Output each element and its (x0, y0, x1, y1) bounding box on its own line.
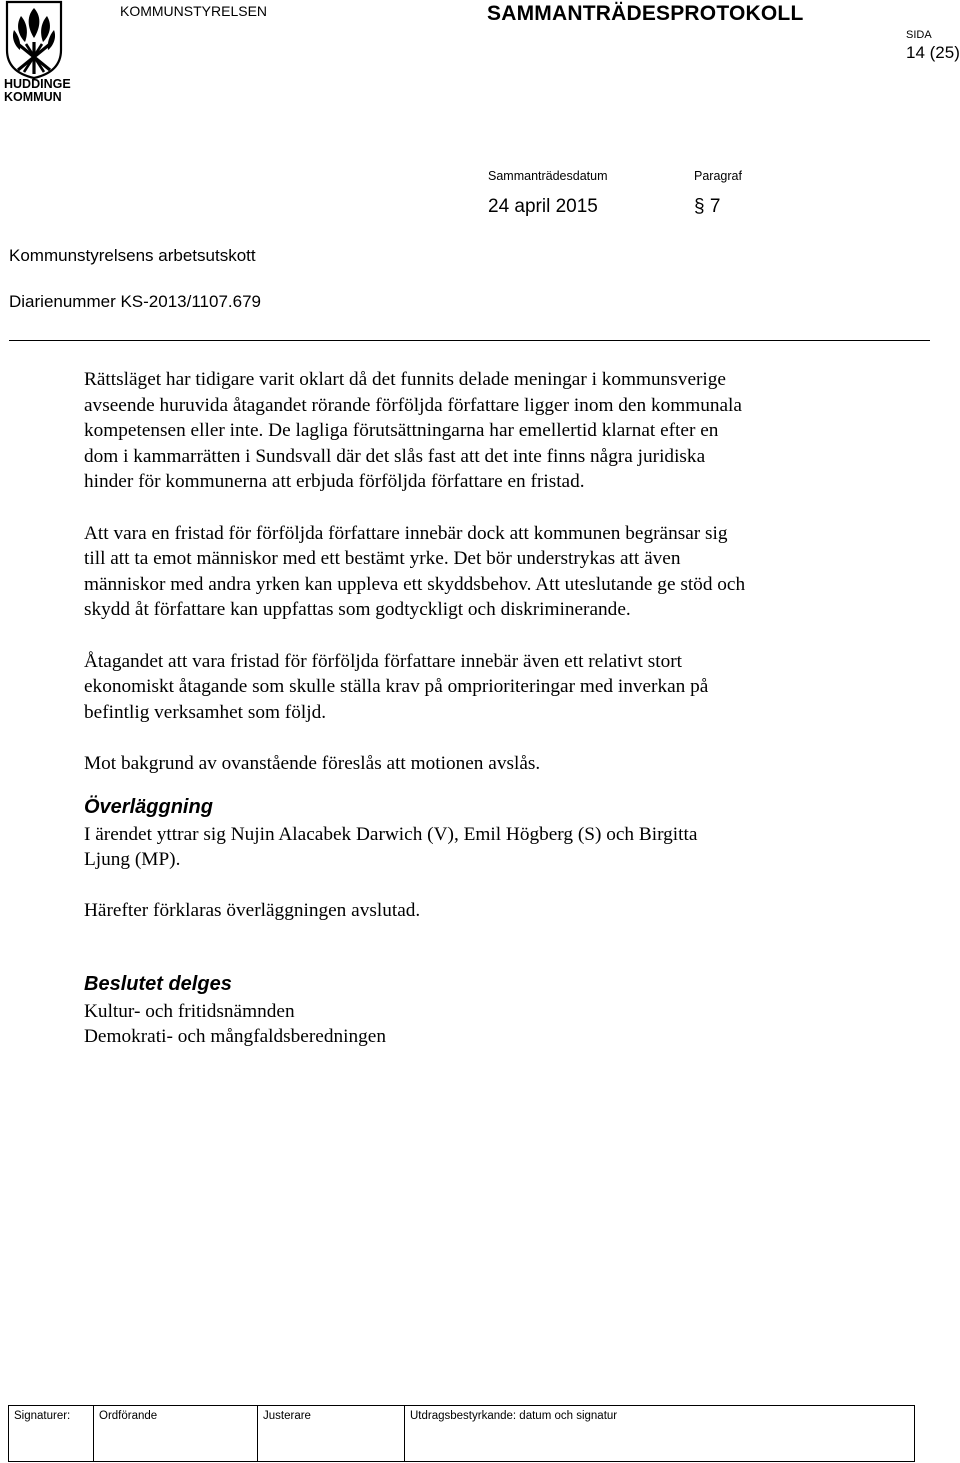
body-paragraph (84, 751, 884, 777)
logo-text-line-1: HUDDINGE (4, 77, 71, 91)
paragraph-number: § 7 (694, 196, 721, 217)
meeting-date: 24 april 2015 (488, 196, 598, 217)
text-line: Härefter förklaras överläggningen avslutad. (84, 900, 421, 922)
document-title: SAMMANTRÄDESPROTOKOLL (487, 2, 804, 25)
text-line: Ljung (MP). (84, 849, 181, 871)
signatures-label: Signaturer: (9, 1406, 94, 1462)
adjuster-signature-field: Justerare (258, 1406, 405, 1462)
text-line: Att vara en fristad för förföljda författare innebär dock att kommunen begränsar sig (84, 522, 728, 544)
decision-heading: Beslutet delges (84, 972, 232, 995)
header-divider (9, 340, 930, 341)
recipient-list (84, 999, 884, 1050)
municipal-crest-icon (4, 0, 64, 80)
chair-signature-field: Ordförande (94, 1406, 258, 1462)
text-line: människor med andra yrken kan uppleva ett skyddsbehov. Att uteslutande ge stöd och (84, 573, 746, 595)
text-line: skydd åt författare kan uppfattas som godtyckligt och diskriminerande. (84, 599, 631, 621)
paragraph-label: Paragraf (694, 169, 742, 183)
text-line: ekonomiskt åtagande som skulle ställa krav på omprioriteringar med inverkan på (84, 676, 709, 698)
text-line: Mot bakgrund av ovanstående föreslås att motionen avslås. (84, 752, 541, 774)
deliberation-heading: Överläggning (84, 795, 213, 818)
case-number: Diarienummer KS-2013/1107.679 (9, 292, 261, 311)
recipient-item: Kultur- och fritidsnämnden (84, 1000, 295, 1022)
text-line: till att ta emot människor med ett bestämt yrke. Det bör understrykas att även (84, 548, 681, 570)
recipient-item: Demokrati- och mångfaldsberedningen (84, 1026, 386, 1048)
page-number: 14 (25) (906, 43, 960, 62)
text-line: befintlig verksamhet som följd. (84, 701, 327, 723)
meeting-date-label: Sammanträdesdatum (488, 169, 608, 183)
certification-field: Utdragsbestyrkande: datum och signatur (405, 1406, 915, 1462)
body-paragraph (84, 521, 884, 623)
text-line: Rättsläget har tidigare varit oklart då det funnits delade meningar i kommunsverige (84, 369, 726, 390)
page-label: SIDA (906, 29, 932, 41)
body-paragraph (84, 898, 884, 924)
organization-name: KOMMUNSTYRELSEN (120, 3, 268, 19)
text-line: kompetensen eller inte. De lagliga förutsättningarna har emellertid klarnat efter en (84, 420, 719, 442)
text-line: avseende huruvida åtagandet rörande förföljda författare ligger inom den kommunala (84, 394, 742, 416)
body-paragraph (84, 367, 884, 495)
body-paragraph (84, 649, 884, 726)
committee-name: Kommunstyrelsens arbetsutskott (9, 246, 256, 265)
logo-text-line-2: KOMMUN (4, 90, 62, 104)
text-line: dom i kammarrätten i Sundsvall där det slås fast att det inte finns några juridiska (84, 445, 706, 467)
document-body (84, 367, 884, 1050)
text-line: Åtagandet att vara fristad för förföljda författare innebär även ett relativt stort (84, 650, 682, 672)
text-line: I ärendet yttrar sig Nujin Alacabek Darwich (V), Emil Högberg (S) och Birgitta (84, 823, 698, 845)
logo-wordmark (4, 78, 74, 104)
signature-table (8, 1405, 915, 1462)
huddinge-logo (4, 0, 71, 108)
body-paragraph (84, 822, 884, 873)
text-line: hinder för kommunerna att erbjuda förföljda författare en fristad. (84, 471, 585, 493)
